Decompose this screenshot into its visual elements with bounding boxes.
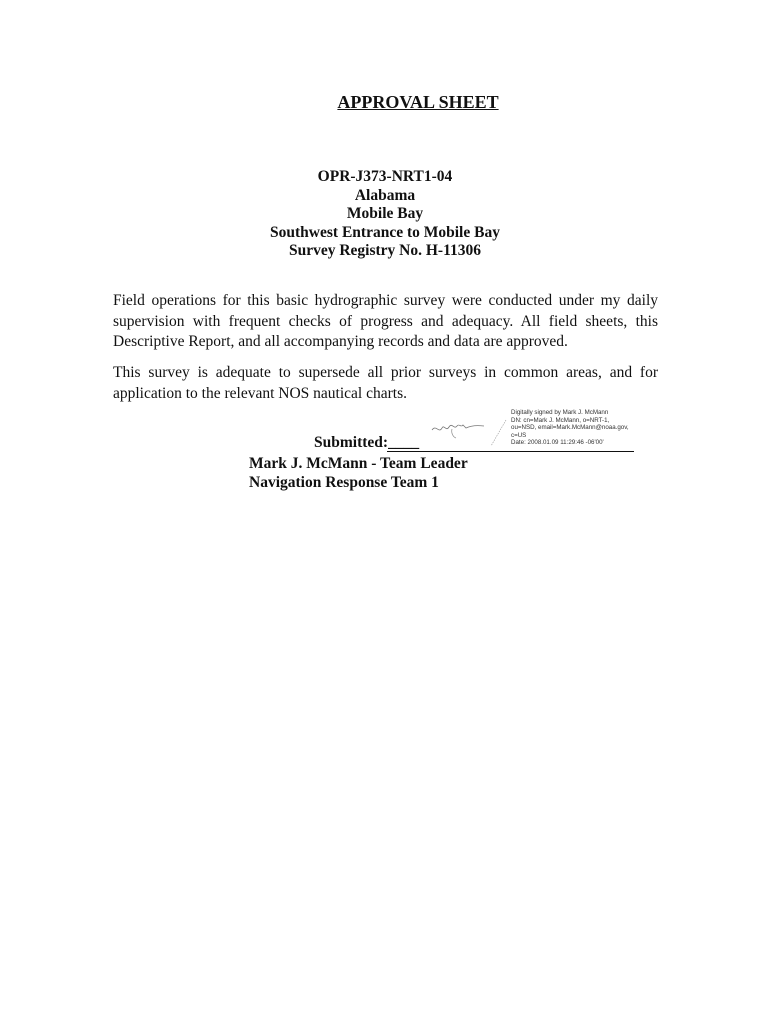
signature-slash-mark bbox=[488, 418, 510, 448]
registry-number: Survey Registry No. H-11306 bbox=[288, 242, 481, 259]
submitted-label: Submitted:____ bbox=[314, 434, 420, 451]
locality-name: Mobile Bay bbox=[346, 205, 424, 222]
state-name: Alabama bbox=[354, 186, 416, 204]
approval-paragraph-1: Field operations for this basic hydrographic survey were conducted under my daily supervision with frequent checks of progress and adequacy. All field sheets, this Descriptive Report, and all accompanying records and data are approved. bbox=[113, 292, 658, 350]
approval-paragraph-2: This survey is adequate to supersede all prior surveys in common areas, and for application to the relevant NOS nautical charts. bbox=[113, 364, 658, 402]
handwritten-signature bbox=[430, 416, 486, 440]
signer-block bbox=[249, 454, 468, 492]
project-number: OPR-J373-NRT1-04 bbox=[317, 168, 453, 185]
digisig-line: DN: cn=Mark J. McMann, o=NRT-1, bbox=[511, 416, 610, 424]
sublocality-name: Southwest Entrance to Mobile Bay bbox=[270, 223, 500, 241]
signer-name: Mark J. McMann - Team Leader bbox=[249, 455, 468, 472]
document-title: APPROVAL SHEET bbox=[337, 92, 499, 112]
digital-signature-block bbox=[511, 409, 629, 447]
survey-header bbox=[0, 168, 770, 261]
signer-team: Navigation Response Team 1 bbox=[249, 474, 439, 491]
digisig-line: c=US bbox=[511, 431, 527, 439]
digisig-line: Date: 2008.01.09 11:29:46 -06'00' bbox=[511, 439, 604, 447]
digisig-line: Digitally signed by Mark J. McMann bbox=[511, 409, 609, 416]
digisig-line: ou=NSD, email=Mark.McMann@noaa.gov, bbox=[511, 424, 629, 432]
signature-line bbox=[387, 451, 634, 452]
